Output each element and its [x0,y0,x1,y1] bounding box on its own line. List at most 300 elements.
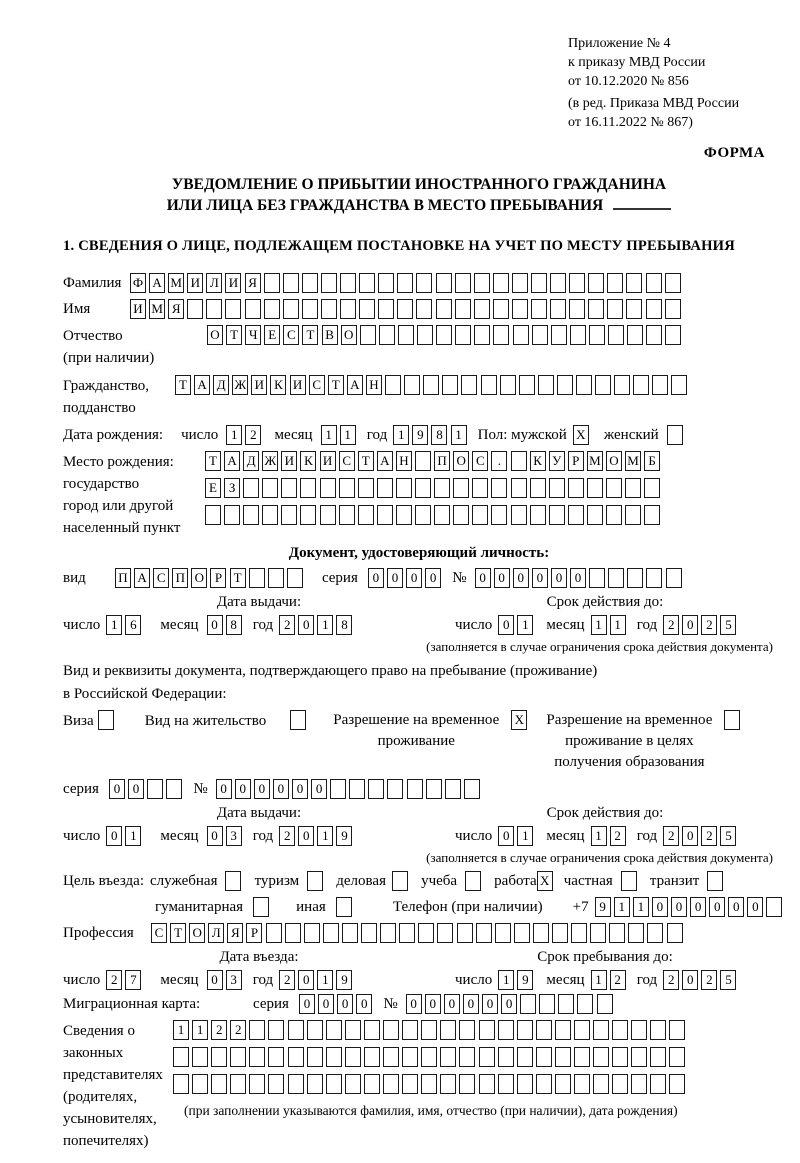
cell[interactable] [320,478,336,498]
cell[interactable]: 0 [235,779,251,799]
cell[interactable]: 0 [747,897,763,917]
cell[interactable] [349,779,365,799]
cell[interactable] [421,1074,437,1094]
cell[interactable] [225,871,241,891]
cell[interactable]: 0 [406,568,422,588]
cell[interactable] [307,1020,323,1040]
cell[interactable]: Л [208,923,224,943]
cell[interactable]: 5 [720,970,736,990]
cell[interactable] [440,1074,456,1094]
cell[interactable] [307,1047,323,1067]
cell[interactable]: Е [205,478,221,498]
cell[interactable]: Т [205,451,221,471]
purpose-official-checkbox[interactable] [225,871,244,891]
cell[interactable] [205,505,221,525]
representatives-row3-cells[interactable] [173,1074,689,1094]
stay-year-cells[interactable] [663,970,739,990]
resdoc-valid-month-cells[interactable] [591,826,629,846]
resdoc-issue-month-cells[interactable] [207,826,245,846]
cell[interactable] [421,1047,437,1067]
cell[interactable] [513,325,529,345]
cell[interactable] [345,1047,361,1067]
cell[interactable] [606,505,622,525]
cell[interactable] [595,375,611,395]
cell[interactable] [498,1074,514,1094]
cell[interactable] [399,923,415,943]
cell[interactable]: Я [245,273,261,293]
cell[interactable]: 1 [340,425,356,445]
cell[interactable] [302,299,318,319]
cell[interactable] [416,299,432,319]
cell[interactable] [625,478,641,498]
cell[interactable] [453,478,469,498]
cell[interactable] [539,994,555,1014]
cell[interactable]: 2 [701,826,717,846]
cell[interactable] [631,1020,647,1040]
cell[interactable] [511,451,527,471]
cell[interactable]: X [573,425,589,445]
cell[interactable] [364,1020,380,1040]
cell[interactable]: 0 [368,568,384,588]
cell[interactable] [512,299,528,319]
cell[interactable] [230,1047,246,1067]
cell[interactable] [498,1020,514,1040]
cell[interactable]: 0 [106,826,122,846]
cell[interactable]: 1 [226,425,242,445]
cell[interactable] [378,273,394,293]
cell[interactable]: 0 [444,994,460,1014]
cell[interactable] [481,375,497,395]
cell[interactable] [262,505,278,525]
cell[interactable] [536,1074,552,1094]
mig-number-cells[interactable] [406,994,616,1014]
cell[interactable]: 0 [299,994,315,1014]
cell[interactable] [321,299,337,319]
cell[interactable] [530,505,546,525]
cell[interactable] [465,871,481,891]
res-permit-checkbox[interactable] [290,710,309,730]
cell[interactable]: 0 [728,897,744,917]
cell[interactable] [766,897,782,917]
cell[interactable]: 1 [317,970,333,990]
cell[interactable] [166,779,182,799]
cell[interactable] [288,1020,304,1040]
surname-cells[interactable] [130,273,684,293]
cell[interactable] [340,273,356,293]
cell[interactable] [206,299,222,319]
cell[interactable]: 2 [211,1020,227,1040]
cell[interactable] [671,375,687,395]
cell[interactable]: С [309,375,325,395]
cell[interactable]: 2 [701,615,717,635]
cell[interactable] [608,568,624,588]
mig-series-cells[interactable] [299,994,375,1014]
cell[interactable]: Ч [245,325,261,345]
cell[interactable]: 0 [273,779,289,799]
iddoc-valid-month-cells[interactable] [591,615,629,635]
purpose-business-checkbox[interactable] [392,871,411,891]
cell[interactable] [557,375,573,395]
cell[interactable] [574,1074,590,1094]
cell[interactable] [364,1047,380,1067]
cell[interactable]: Т [230,568,246,588]
cell[interactable] [224,505,240,525]
cell[interactable] [576,375,592,395]
cell[interactable]: 0 [709,897,725,917]
cell[interactable] [614,375,630,395]
cell[interactable]: О [189,923,205,943]
cell[interactable] [650,1020,666,1040]
cell[interactable] [479,1020,495,1040]
cell[interactable]: 0 [207,970,223,990]
cell[interactable] [551,325,567,345]
cell[interactable]: X [537,871,553,891]
cell[interactable] [288,1074,304,1094]
cell[interactable] [665,273,681,293]
cell[interactable] [606,478,622,498]
cell[interactable]: Р [246,923,262,943]
cell[interactable]: 0 [498,826,514,846]
cell[interactable]: А [224,451,240,471]
cell[interactable] [612,1047,628,1067]
cell[interactable] [345,1020,361,1040]
cell[interactable]: 6 [125,615,141,635]
cell[interactable] [302,273,318,293]
cell[interactable] [336,897,352,917]
cell[interactable]: А [347,375,363,395]
cell[interactable] [532,325,548,345]
sex-female-checkbox[interactable] [667,425,686,445]
cell[interactable] [627,325,643,345]
cell[interactable]: И [290,375,306,395]
cell[interactable] [538,375,554,395]
cell[interactable] [552,923,568,943]
cell[interactable] [453,505,469,525]
cell[interactable] [404,375,420,395]
cell[interactable] [415,505,431,525]
cell[interactable] [249,568,265,588]
cell[interactable] [339,505,355,525]
purpose-other-checkbox[interactable] [336,897,355,917]
cell[interactable]: И [225,273,241,293]
cell[interactable] [396,505,412,525]
cell[interactable]: 0 [482,994,498,1014]
cell[interactable] [609,923,625,943]
cell[interactable]: 5 [720,615,736,635]
cell[interactable] [474,273,490,293]
cell[interactable]: 0 [682,970,698,990]
cell[interactable] [555,1074,571,1094]
cell[interactable]: Т [302,325,318,345]
cell[interactable] [479,1074,495,1094]
cell[interactable]: Я [227,923,243,943]
cell[interactable] [666,568,682,588]
cell[interactable]: X [511,710,527,730]
cell[interactable]: Р [210,568,226,588]
cell[interactable]: И [251,375,267,395]
cell[interactable] [262,478,278,498]
cell[interactable] [476,923,492,943]
cell[interactable] [644,478,660,498]
cell[interactable]: 1 [317,615,333,635]
cell[interactable]: 8 [226,615,242,635]
cell[interactable] [536,1047,552,1067]
cell[interactable] [416,273,432,293]
cell[interactable]: 0 [406,994,422,1014]
cell[interactable]: О [207,325,223,345]
cell[interactable] [358,478,374,498]
cell[interactable] [359,273,375,293]
cell[interactable]: 0 [298,615,314,635]
cell[interactable] [211,1074,227,1094]
cell[interactable]: 9 [517,970,533,990]
cell[interactable]: М [587,451,603,471]
cell[interactable]: Т [328,375,344,395]
cell[interactable] [326,1020,342,1040]
iddoc-issue-day-cells[interactable] [106,615,144,635]
cell[interactable]: С [151,923,167,943]
cell[interactable] [517,1020,533,1040]
cell[interactable] [491,478,507,498]
cell[interactable]: 2 [663,970,679,990]
cell[interactable]: У [549,451,565,471]
cell[interactable] [253,897,269,917]
cell[interactable]: 0 [207,615,223,635]
cell[interactable] [498,1047,514,1067]
cell[interactable] [589,568,605,588]
cell[interactable] [377,478,393,498]
cell[interactable] [455,273,471,293]
cell[interactable]: А [377,451,393,471]
cell[interactable]: С [283,325,299,345]
cell[interactable] [397,299,413,319]
cell[interactable]: 0 [463,994,479,1014]
cell[interactable] [339,478,355,498]
cell[interactable]: 1 [393,425,409,445]
cell[interactable] [628,923,644,943]
resdoc-issue-day-cells[interactable] [106,826,144,846]
cell[interactable] [342,923,358,943]
cell[interactable] [407,779,423,799]
cell[interactable] [243,478,259,498]
cell[interactable] [626,273,642,293]
cell[interactable]: 8 [336,615,352,635]
cell[interactable]: В [322,325,338,345]
cell[interactable] [646,568,662,588]
cell[interactable] [397,273,413,293]
cell[interactable]: И [187,273,203,293]
cell[interactable] [377,505,393,525]
cell[interactable]: 0 [682,826,698,846]
cell[interactable] [323,923,339,943]
entry-month-cells[interactable] [207,970,245,990]
cell[interactable]: П [434,451,450,471]
cell[interactable] [589,325,605,345]
cell[interactable] [326,1047,342,1067]
cell[interactable]: 2 [663,615,679,635]
cell[interactable] [440,1047,456,1067]
cell[interactable] [245,299,261,319]
cell[interactable] [173,1074,189,1094]
cell[interactable]: 2 [701,970,717,990]
cell[interactable]: Т [170,923,186,943]
cell[interactable] [667,425,683,445]
cell[interactable] [264,273,280,293]
rvpo-checkbox[interactable] [724,710,743,730]
cell[interactable]: Ж [232,375,248,395]
cell[interactable] [300,478,316,498]
cell[interactable] [249,1047,265,1067]
cell[interactable]: С [153,568,169,588]
patronymic-cells[interactable] [207,325,684,345]
cell[interactable] [383,1020,399,1040]
iddoc-valid-day-cells[interactable] [498,615,536,635]
cell[interactable]: 1 [517,615,533,635]
iddoc-valid-year-cells[interactable] [663,615,739,635]
cell[interactable]: 2 [610,970,626,990]
cell[interactable] [225,299,241,319]
cell[interactable]: 1 [317,826,333,846]
cell[interactable] [387,779,403,799]
birthplace-row3-cells[interactable] [205,505,663,525]
resdoc-issue-year-cells[interactable] [279,826,355,846]
cell[interactable]: И [130,299,146,319]
cell[interactable] [249,1020,265,1040]
cell[interactable]: 1 [125,826,141,846]
cell[interactable]: Б [644,451,660,471]
cell[interactable] [472,478,488,498]
cell[interactable] [569,299,585,319]
cell[interactable] [555,1020,571,1040]
cell[interactable]: 2 [230,1020,246,1040]
cell[interactable] [434,505,450,525]
cell[interactable] [570,325,586,345]
cell[interactable] [445,779,461,799]
purpose-tourism-checkbox[interactable] [307,871,326,891]
cell[interactable] [588,273,604,293]
cell[interactable] [607,273,623,293]
cell[interactable]: 0 [475,568,491,588]
cell[interactable] [457,923,473,943]
cell[interactable] [415,478,431,498]
cell[interactable] [597,994,613,1014]
cell[interactable]: 0 [128,779,144,799]
cell[interactable]: 0 [652,897,668,917]
resdoc-valid-year-cells[interactable] [663,826,739,846]
iddoc-issue-month-cells[interactable] [207,615,245,635]
cell[interactable] [266,923,282,943]
cell[interactable]: 0 [570,568,586,588]
birth-year-cells[interactable] [393,425,469,445]
cell[interactable]: 0 [109,779,125,799]
cell[interactable] [290,710,306,730]
cell[interactable] [288,1047,304,1067]
cell[interactable]: Н [396,451,412,471]
cell[interactable]: Ф [130,273,146,293]
cell[interactable]: 0 [425,994,441,1014]
cell[interactable] [249,1074,265,1094]
cell[interactable] [590,923,606,943]
cell[interactable]: 1 [192,1020,208,1040]
cell[interactable] [587,505,603,525]
resdoc-valid-day-cells[interactable] [498,826,536,846]
cell[interactable]: Т [226,325,242,345]
cell[interactable] [421,1020,437,1040]
cell[interactable] [417,325,433,345]
cell[interactable] [340,299,356,319]
birthplace-row2-cells[interactable] [205,478,663,498]
purpose-transit-checkbox[interactable] [707,871,726,891]
name-cells[interactable] [130,299,684,319]
cell[interactable]: 1 [498,970,514,990]
cell[interactable] [459,1020,475,1040]
phone-cells[interactable] [595,897,786,917]
cell[interactable] [531,273,547,293]
cell[interactable] [587,478,603,498]
cell[interactable] [360,325,376,345]
cell[interactable] [436,299,452,319]
cell[interactable]: С [339,451,355,471]
entry-year-cells[interactable] [279,970,355,990]
cell[interactable] [98,710,114,730]
cell[interactable] [631,1047,647,1067]
cell[interactable] [285,923,301,943]
cell[interactable]: И [320,451,336,471]
cell[interactable] [281,505,297,525]
cell[interactable] [455,325,471,345]
cell[interactable] [358,505,374,525]
cell[interactable] [558,994,574,1014]
cell[interactable] [724,710,740,730]
cell[interactable]: 1 [633,897,649,917]
cell[interactable]: 0 [682,615,698,635]
cell[interactable]: 9 [412,425,428,445]
iddoc-series-cells[interactable] [368,568,444,588]
cell[interactable] [415,451,431,471]
cell[interactable]: А [194,375,210,395]
cell[interactable] [321,273,337,293]
cell[interactable] [396,478,412,498]
cell[interactable]: Ж [262,451,278,471]
cell[interactable] [423,375,439,395]
cell[interactable] [493,325,509,345]
cell[interactable] [511,478,527,498]
cell[interactable]: М [149,299,165,319]
cell[interactable]: 0 [254,779,270,799]
cell[interactable]: 1 [321,425,337,445]
cell[interactable] [281,478,297,498]
cell[interactable] [612,1020,628,1040]
cell[interactable] [434,478,450,498]
cell[interactable] [320,505,336,525]
cell[interactable] [326,1074,342,1094]
rvp-checkbox[interactable] [511,710,530,730]
cell[interactable]: О [453,451,469,471]
cell[interactable] [652,375,668,395]
cell[interactable]: 1 [451,425,467,445]
cell[interactable]: 0 [216,779,232,799]
cell[interactable]: 0 [387,568,403,588]
cell[interactable] [368,779,384,799]
cell[interactable]: 0 [494,568,510,588]
cell[interactable] [243,505,259,525]
cell[interactable]: Л [206,273,222,293]
cell[interactable]: 0 [425,568,441,588]
cell[interactable] [517,1074,533,1094]
cell[interactable] [459,1047,475,1067]
cell[interactable]: К [530,451,546,471]
cell[interactable] [550,299,566,319]
